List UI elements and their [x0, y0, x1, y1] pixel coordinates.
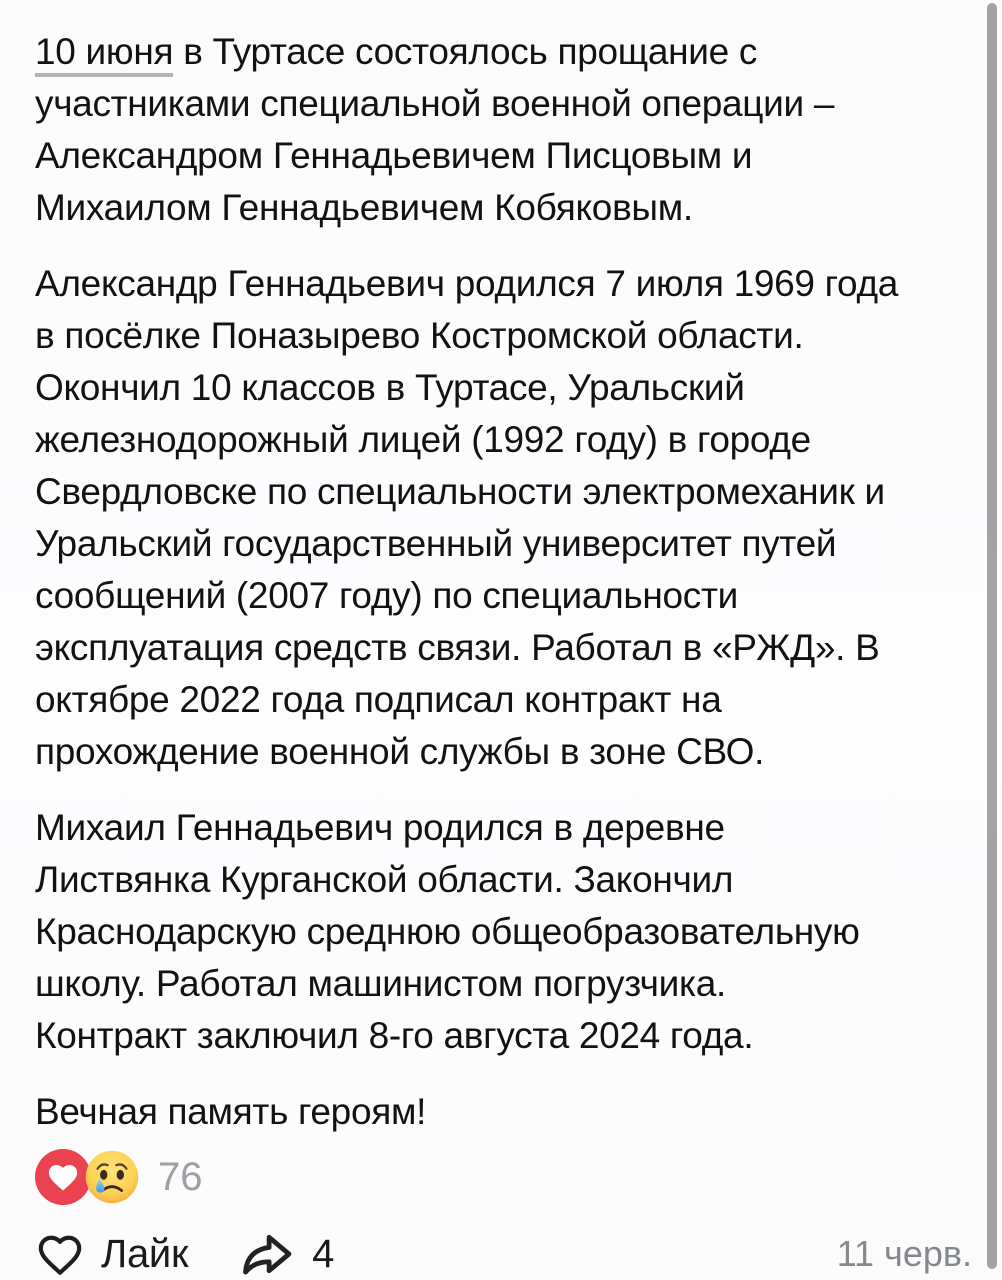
text-line: Вечная память героям!: [35, 1091, 427, 1132]
text-line: Окончил 10 классов в Туртасе, Уральский: [35, 367, 745, 408]
post-timestamp: 11 черв.: [836, 1233, 972, 1274]
text-line: Контракт заключил 8-го августа 2024 года.: [35, 1015, 754, 1056]
text-line: Михаил Геннадьевич родился в деревне: [35, 807, 725, 848]
text-line: прохождение военной службы в зоне СВО.: [35, 731, 765, 772]
crying-face-reaction-icon: [84, 1149, 140, 1205]
text-line: Свердловске по специальности электромеханик и: [35, 471, 885, 512]
text-line: [35, 26, 972, 78]
text-line: Александром Геннадьевичем Писцовым и: [35, 135, 753, 176]
reaction-count: 76: [158, 1154, 203, 1199]
heart-outline-icon: [35, 1230, 85, 1278]
text-line: Михаилом Геннадьевичем Кобяковым.: [35, 187, 693, 228]
text-line: школу. Работал машинистом погрузчика.: [35, 963, 726, 1004]
text-line: Краснодарскую среднюю общеобразовательную: [35, 911, 860, 952]
text-line: участниками специальной военной операции –: [35, 83, 835, 124]
text-line: октябре 2022 года подписал контракт на: [35, 679, 722, 720]
vertical-scrollbar[interactable]: [987, 3, 997, 1269]
text-line-rest: в Туртасе состоялось прощание с: [173, 31, 758, 72]
reactions-summary[interactable]: [35, 1148, 972, 1206]
forward-arrow-icon: [236, 1230, 296, 1278]
text-line: в посёлке Поназырево Костромской области.: [35, 315, 804, 356]
text-line: Александр Геннадьевич родился 7 июля 1969 года: [35, 263, 899, 304]
text-line: эксплуатация средств связи. Работал в «РЖД». В: [35, 627, 880, 668]
like-button[interactable]: [35, 1230, 188, 1278]
text-line: Листвянка Курганской области. Закончил: [35, 859, 734, 900]
text-line: железнодорожный лицей (1992 году) в городе: [35, 419, 811, 460]
text-line: Уральский государственный университет путей: [35, 523, 837, 564]
paragraph-mikhail-bio: [35, 802, 972, 1062]
date-link[interactable]: 10 июня: [35, 31, 173, 77]
like-label: Лайк: [101, 1231, 189, 1276]
heart-reaction-icon: [35, 1149, 91, 1205]
paragraph-closing: [35, 1086, 972, 1138]
share-button[interactable]: [236, 1230, 334, 1278]
text-line: сообщений (2007 году) по специальности: [35, 575, 739, 616]
paragraph-alexander-bio: [35, 258, 972, 778]
share-count: 4: [312, 1231, 335, 1276]
action-bar: [35, 1228, 972, 1280]
paragraph-intro: [35, 26, 972, 234]
